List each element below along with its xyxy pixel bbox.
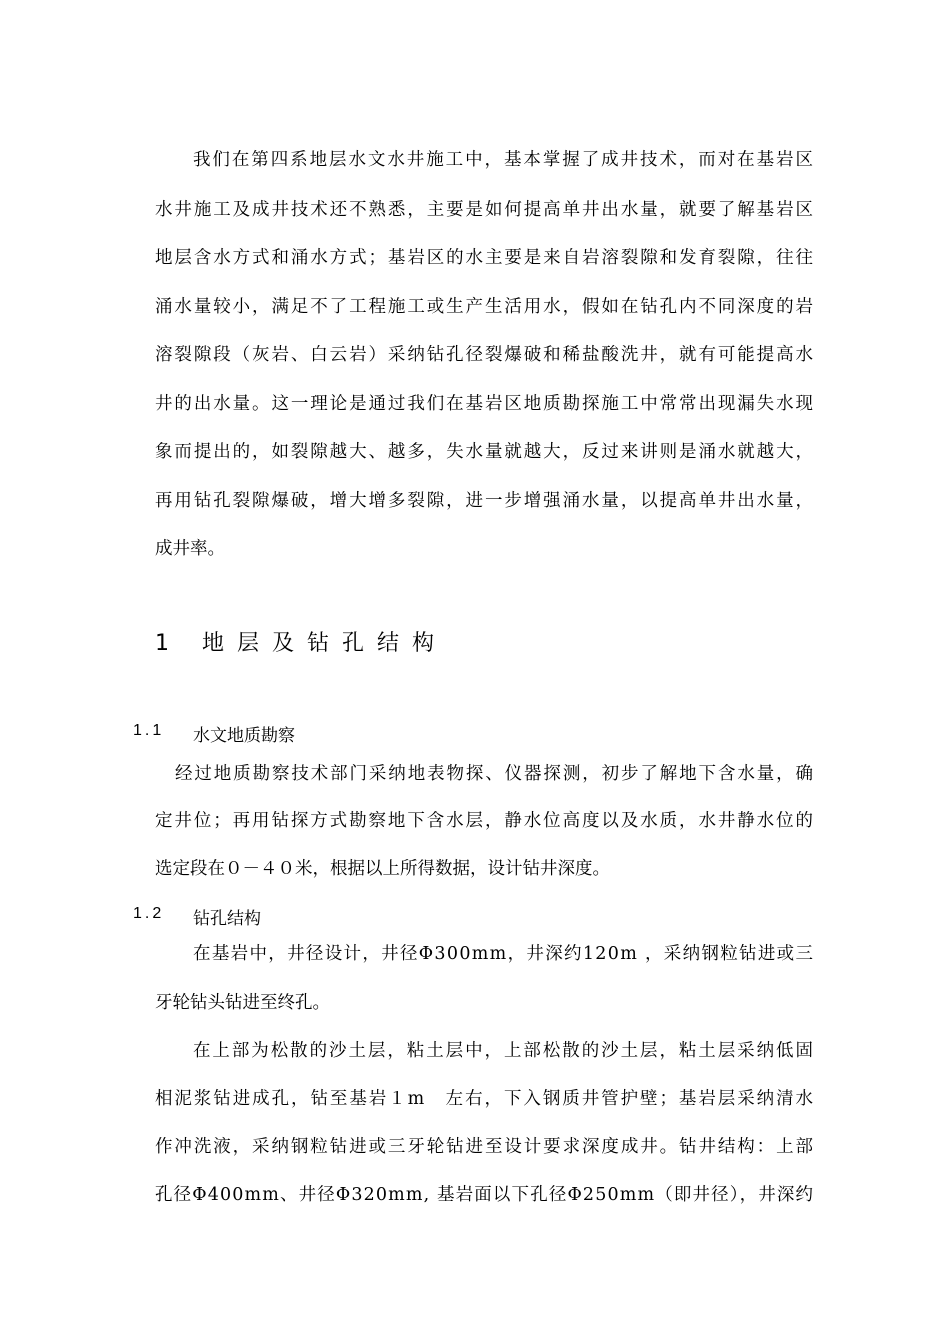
- sub2-line-4: 相泥浆钻进成孔，钻至基岩１m 左右，下入钢质井管护壁；基岩层采纳清水: [155, 1089, 815, 1109]
- sub1-line-3: 选定段在０－４０米，根据以上所得数据，设计钻井深度。: [155, 859, 610, 879]
- sub2-line-5: 作冲洗液，采纳钢粒钻进或三牙轮钻进至设计要求深度成井。钻井结构：上部: [155, 1137, 815, 1157]
- subsection-title-1-1: 水文地质勘察: [193, 726, 295, 746]
- sub1-line-2: 定井位；再用钻探方式勘察地下含水层，静水位高度以及水质，水井静水位的: [155, 811, 815, 831]
- sub2-line-3: 在上部为松散的沙土层，粘土层中，上部松散的沙土层，粘土层采纳低固: [193, 1041, 815, 1061]
- intro-line-7: 象而提出的，如裂隙越大、越多，失水量就越大，反过来讲则是涌水就越大，: [155, 442, 815, 462]
- subsection-number-1-2: 1.2: [133, 905, 165, 922]
- intro-line-5: 溶裂隙段（灰岩、白云岩）采纳钻孔径裂爆破和稀盐酸洗井，就有可能提高水: [155, 345, 815, 365]
- sub2-line-6: 孔径Φ400mm、井径Φ320mm, 基岩面以下孔径Φ250mm（即井径），井深约: [155, 1185, 815, 1205]
- intro-line-6: 井的出水量。这一理论是通过我们在基岩区地质勘探施工中常常出现漏失水现: [155, 394, 815, 414]
- intro-line-1: 我们在第四系地层水文水井施工中，基本掌握了成井技术，而对在基岩区: [193, 150, 815, 170]
- intro-line-8: 再用钻孔裂隙爆破，增大增多裂隙，进一步增强涌水量，以提高单井出水量，: [155, 491, 815, 511]
- sub2-line-2: 牙轮钻头钻进至终孔。: [155, 993, 330, 1013]
- intro-line-4: 涌水量较小，满足不了工程施工或生产生活用水，假如在钻孔内不同深度的岩: [155, 297, 815, 317]
- intro-line-9: 成井率。: [155, 539, 225, 559]
- subsection-number-1-1: 1.1: [133, 722, 165, 739]
- section-heading: 1 地层及钻孔结构: [155, 631, 447, 656]
- intro-line-2: 水井施工及成井技术还不熟悉，主要是如何提高单井出水量，就要了解基岩区: [155, 200, 815, 220]
- intro-line-3: 地层含水方式和涌水方式；基岩区的水主要是来自岩溶裂隙和发育裂隙，往往: [155, 248, 815, 268]
- sub2-line-1: 在基岩中，井径设计，井径Φ300mm，井深约120m ，采纳钢粒钻进或三: [193, 944, 815, 964]
- sub1-line-1: 经过地质勘察技术部门采纳地表物探、仪器探测，初步了解地下含水量，确: [175, 764, 815, 784]
- subsection-title-1-2: 钻孔结构: [193, 909, 261, 929]
